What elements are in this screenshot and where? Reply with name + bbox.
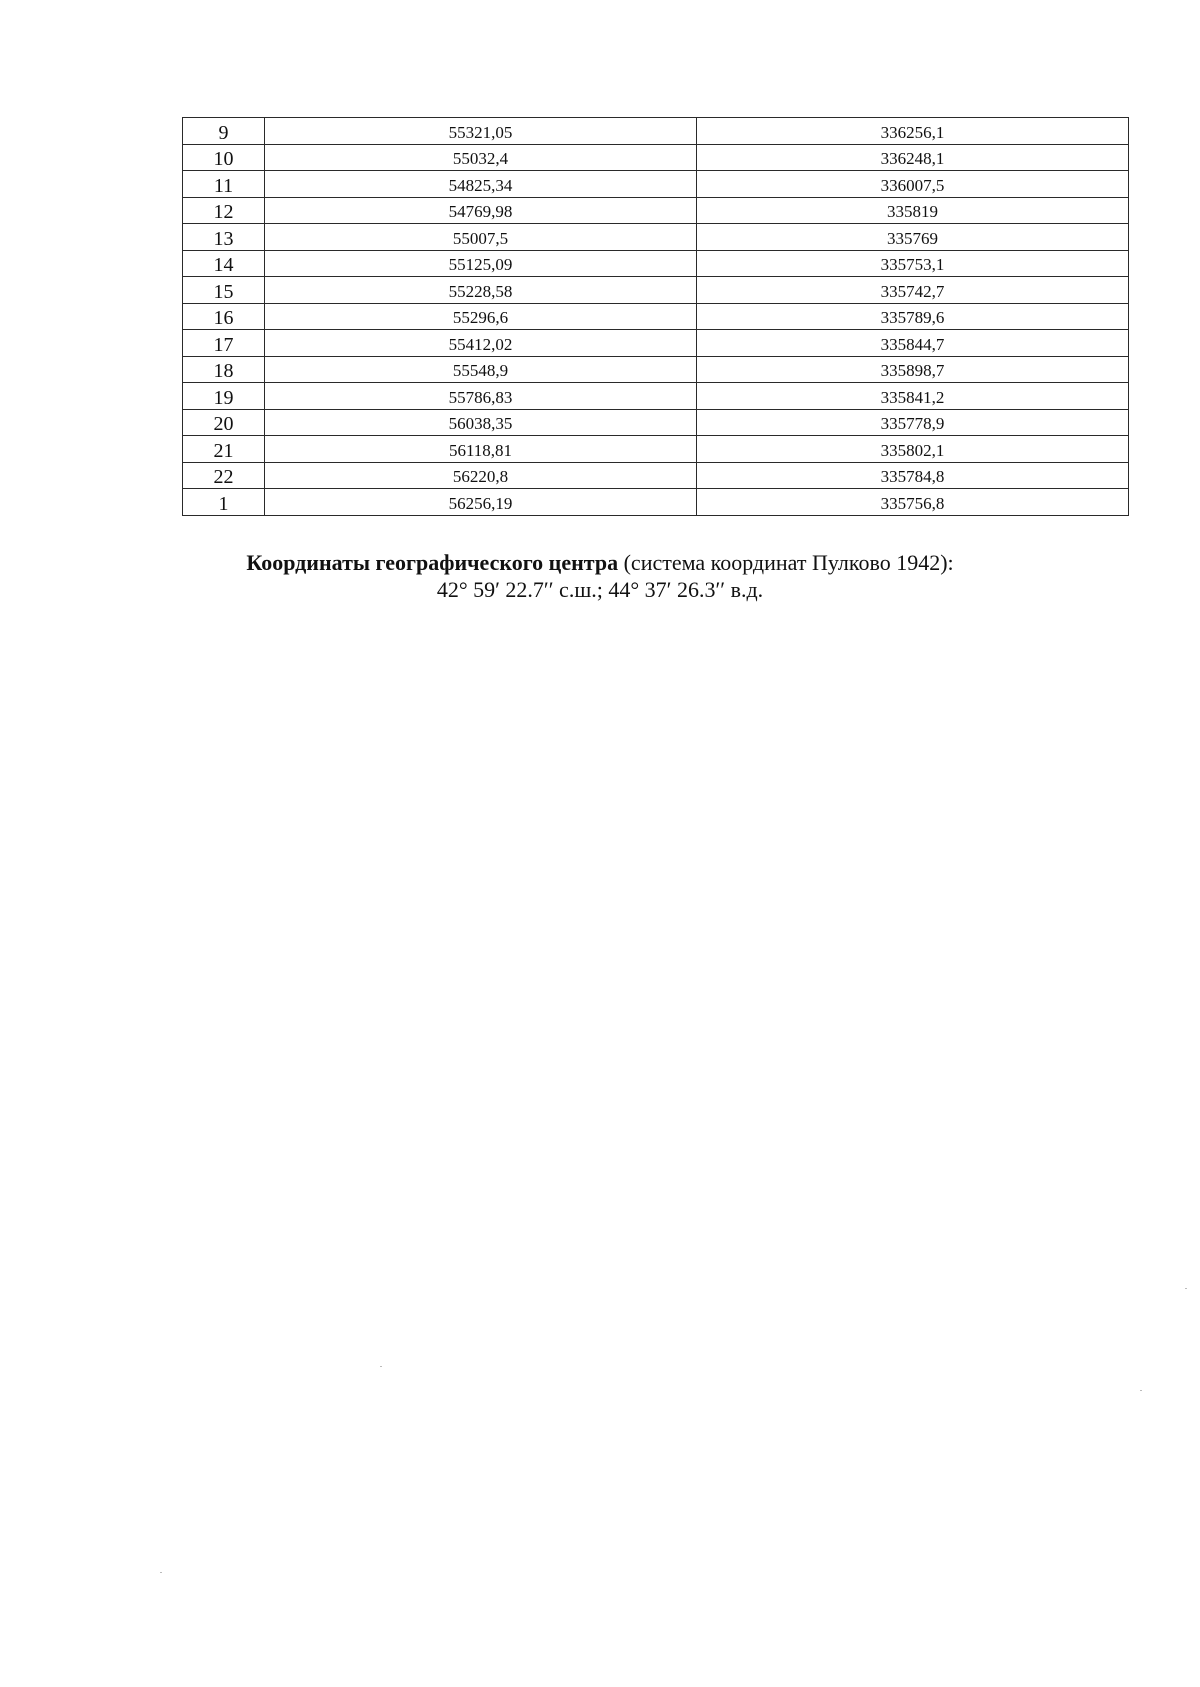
x-coordinate: 55321,05 [265, 118, 697, 145]
coordinates-table-body [183, 118, 1129, 516]
point-number: 20 [183, 409, 265, 436]
y-coordinate: 335789,6 [697, 303, 1129, 330]
y-coordinate: 335769 [697, 224, 1129, 251]
point-number: 21 [183, 436, 265, 463]
table-row [183, 277, 1129, 304]
x-coordinate: 55296,6 [265, 303, 697, 330]
geographic-center-coordinates: 42° 59′ 22.7′′ с.ш.; 44° 37′ 26.3′′ в.д. [436, 577, 764, 602]
x-coordinate: 54825,34 [265, 171, 697, 198]
coordinates-table [182, 117, 1129, 516]
x-coordinate: 56038,35 [265, 409, 697, 436]
y-coordinate: 335756,8 [697, 489, 1129, 516]
point-number: 22 [183, 462, 265, 489]
x-coordinate: 54769,98 [265, 197, 697, 224]
scan-speck [380, 1366, 382, 1367]
point-number: 10 [183, 144, 265, 171]
point-number: 16 [183, 303, 265, 330]
y-coordinate: 336256,1 [697, 118, 1129, 145]
y-coordinate: 335778,9 [697, 409, 1129, 436]
table-row [183, 383, 1129, 410]
x-coordinate: 56220,8 [265, 462, 697, 489]
x-coordinate: 55548,9 [265, 356, 697, 383]
y-coordinate: 335841,2 [697, 383, 1129, 410]
x-coordinate: 55786,83 [265, 383, 697, 410]
scan-speck [1140, 1390, 1142, 1391]
point-number: 9 [183, 118, 265, 145]
table-row [183, 197, 1129, 224]
point-number: 13 [183, 224, 265, 251]
y-coordinate: 335753,1 [697, 250, 1129, 277]
table-row [183, 118, 1129, 145]
geographic-center-label: Координаты географического центра [246, 550, 619, 575]
point-number: 19 [183, 383, 265, 410]
x-coordinate: 55228,58 [265, 277, 697, 304]
point-number: 12 [183, 197, 265, 224]
table-row [183, 462, 1129, 489]
y-coordinate: 336007,5 [697, 171, 1129, 198]
x-coordinate: 56256,19 [265, 489, 697, 516]
scan-speck [1185, 1288, 1187, 1289]
table-row [183, 436, 1129, 463]
table-row [183, 409, 1129, 436]
scan-speck [160, 1572, 162, 1573]
y-coordinate: 335802,1 [697, 436, 1129, 463]
table-row [183, 144, 1129, 171]
point-number: 15 [183, 277, 265, 304]
table-row [183, 303, 1129, 330]
y-coordinate: 335844,7 [697, 330, 1129, 357]
y-coordinate: 335898,7 [697, 356, 1129, 383]
x-coordinate: 55125,09 [265, 250, 697, 277]
point-number: 11 [183, 171, 265, 198]
geographic-center-heading [0, 550, 1200, 576]
table-row [183, 356, 1129, 383]
coordinate-system-note: (система координат Пулково 1942): [618, 550, 954, 575]
table-row [183, 489, 1129, 516]
x-coordinate: 55007,5 [265, 224, 697, 251]
point-number: 14 [183, 250, 265, 277]
table-row [183, 171, 1129, 198]
table-row [183, 224, 1129, 251]
table-row [183, 330, 1129, 357]
x-coordinate: 55032,4 [265, 144, 697, 171]
x-coordinate: 56118,81 [265, 436, 697, 463]
x-coordinate: 55412,02 [265, 330, 697, 357]
y-coordinate: 336248,1 [697, 144, 1129, 171]
y-coordinate: 335742,7 [697, 277, 1129, 304]
point-number: 1 [183, 489, 265, 516]
point-number: 18 [183, 356, 265, 383]
y-coordinate: 335784,8 [697, 462, 1129, 489]
y-coordinate: 335819 [697, 197, 1129, 224]
point-number: 17 [183, 330, 265, 357]
table-row [183, 250, 1129, 277]
